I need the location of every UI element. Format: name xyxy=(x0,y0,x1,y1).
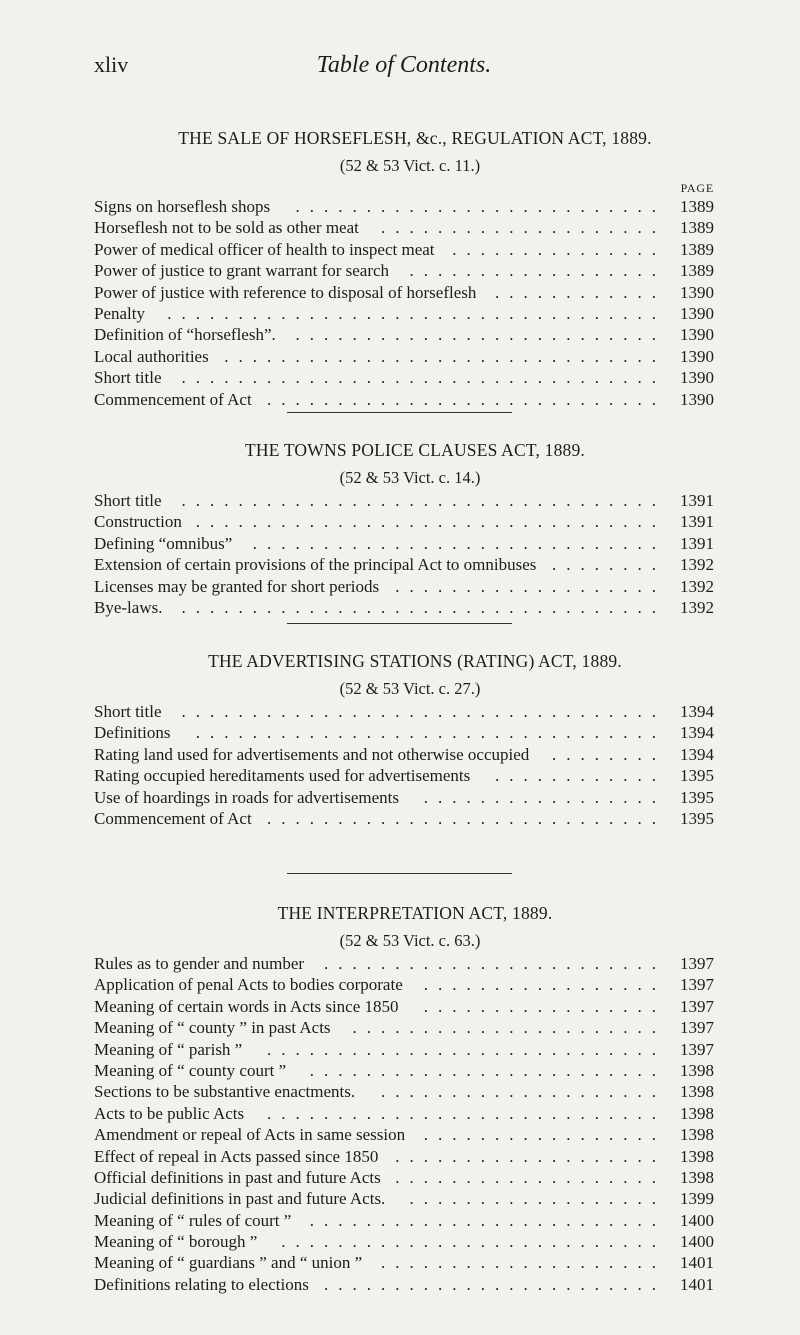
act-section-interpretation xyxy=(94,903,714,1295)
act-citation: (52 & 53 Vict. c. 63.) xyxy=(339,931,481,950)
entry-page-number: 1390 xyxy=(680,282,714,302)
toc-entry xyxy=(94,722,714,743)
entry-title: Meaning of “ rules of court ” xyxy=(94,1210,292,1230)
entry-title: Short title xyxy=(94,702,162,721)
dot-leader: .......................... xyxy=(295,197,666,216)
dot-leader: .......................... xyxy=(295,325,666,345)
entry-page-number: 1400 xyxy=(680,1232,714,1252)
entry-title: Judicial definitions in past and future Acts. xyxy=(94,1189,386,1209)
act-citation: (52 & 53 Vict. c. 14.) xyxy=(339,468,481,487)
dot-leader: .................... xyxy=(381,1253,666,1273)
dot-leader: .................. xyxy=(409,1189,666,1209)
entry-list xyxy=(94,953,714,1295)
toc-entry xyxy=(94,597,714,618)
entry-page-number: 1390 xyxy=(680,368,714,388)
running-head xyxy=(94,52,714,82)
dot-leader: ............................ xyxy=(267,808,666,828)
entry-page-number: 1394 xyxy=(680,744,714,764)
entry-title: Meaning of “ county court ” xyxy=(94,1060,287,1080)
dot-leader: ............ xyxy=(495,766,666,786)
entry-title: Power of justice to grant warrant for search xyxy=(94,261,390,281)
entry-title: Short title xyxy=(94,491,162,510)
toc-entry xyxy=(94,974,714,995)
toc-entry xyxy=(94,1146,714,1167)
dot-leader: ............................ xyxy=(267,389,666,409)
dot-leader: ................... xyxy=(395,1146,666,1166)
entry-title: Local authorities xyxy=(94,346,209,366)
act-title: THE SALE OF HORSEFLESH, &c., REGULATION ACT, 1889. xyxy=(178,128,652,148)
act-title: THE INTERPRETATION ACT, 1889. xyxy=(277,903,553,923)
dot-leader: .................................. xyxy=(181,702,666,721)
dot-leader: ............ xyxy=(495,282,666,302)
entry-page-number: 1397 xyxy=(680,975,714,995)
dot-leader: ............................ xyxy=(267,1103,666,1123)
toc-entry xyxy=(94,1124,714,1145)
entry-page-number: 1389 xyxy=(680,239,714,259)
entry-title: Bye-laws. xyxy=(94,597,163,617)
dot-leader: ............................. xyxy=(252,533,666,553)
toc-entry xyxy=(94,490,714,511)
entry-page-number: 1394 xyxy=(680,702,714,721)
entry-title: Licenses may be granted for short periods xyxy=(94,576,380,596)
entry-page-number: 1395 xyxy=(680,787,714,807)
entry-page-number: 1389 xyxy=(680,261,714,281)
toc-entry xyxy=(94,1167,714,1188)
toc-entry xyxy=(94,324,714,345)
entry-title: Use of hoardings in roads for advertisements xyxy=(94,787,399,807)
entry-title: Meaning of “ borough ” xyxy=(94,1232,258,1252)
entry-title: Meaning of “ parish ” xyxy=(94,1039,243,1059)
dot-leader: .................. xyxy=(409,261,666,281)
entry-page-number: 1389 xyxy=(680,218,714,238)
dot-leader: .................... xyxy=(381,1082,666,1102)
entry-page-number: 1397 xyxy=(680,1018,714,1038)
entry-title: Application of penal Acts to bodies corporate xyxy=(94,975,403,995)
entry-page-number: 1397 xyxy=(680,1039,714,1059)
toc-entry xyxy=(94,953,714,974)
dot-leader: ................................. xyxy=(195,512,666,532)
entry-page-number: 1391 xyxy=(680,533,714,553)
dot-leader: ................. xyxy=(423,787,666,807)
entry-title: Meaning of certain words in Acts since 1850 xyxy=(94,996,399,1016)
toc-entry xyxy=(94,303,714,324)
running-title: Table of Contents. xyxy=(316,52,492,78)
entry-page-number: 1392 xyxy=(680,597,714,617)
entry-page-number: 1398 xyxy=(680,1146,714,1166)
toc-entry xyxy=(94,196,714,217)
toc-entry xyxy=(94,1231,714,1252)
toc-entry xyxy=(94,996,714,1017)
toc-entry xyxy=(94,389,714,410)
entry-page-number: 1392 xyxy=(680,576,714,596)
dot-leader: ........................... xyxy=(281,1232,666,1252)
entry-title: Defining “omnibus” xyxy=(94,533,233,553)
dot-leader: ........ xyxy=(552,555,666,575)
dot-leader: ........................ xyxy=(324,954,666,973)
dot-leader: ...................... xyxy=(352,1018,666,1038)
section-divider xyxy=(287,623,512,624)
act-citation: (52 & 53 Vict. c. 27.) xyxy=(339,679,481,698)
entry-title: Commencement of Act xyxy=(94,389,252,409)
dot-leader: ................... xyxy=(395,1167,666,1187)
entry-page-number: 1397 xyxy=(680,996,714,1016)
dot-leader: .................................. xyxy=(181,491,666,510)
toc-entry xyxy=(94,217,714,238)
toc-entry xyxy=(94,765,714,786)
toc-entry xyxy=(94,1039,714,1060)
entry-page-number: 1398 xyxy=(680,1060,714,1080)
entry-page-number: 1394 xyxy=(680,723,714,743)
entry-title: Extension of certain provisions of the principal Act to omnibuses xyxy=(94,555,537,575)
toc-entry xyxy=(94,1252,714,1273)
entry-page-number: 1401 xyxy=(680,1253,714,1273)
toc-entry xyxy=(94,1188,714,1209)
entry-page-number: 1391 xyxy=(680,512,714,532)
dot-leader: ......................... xyxy=(309,1210,666,1230)
toc-entry xyxy=(94,1210,714,1231)
dot-leader: ......................... xyxy=(309,1060,666,1080)
entry-title: Definitions xyxy=(94,723,171,743)
entry-title: Rating occupied hereditaments used for advertisements xyxy=(94,766,471,786)
toc-entry xyxy=(94,576,714,597)
dot-leader: ................................. xyxy=(195,723,666,743)
toc-entry xyxy=(94,282,714,303)
entry-page-number: 1398 xyxy=(680,1103,714,1123)
entry-title: Signs on horseflesh shops xyxy=(94,197,271,216)
toc-entry xyxy=(94,554,714,575)
entry-title: Power of medical officer of health to inspect meat xyxy=(94,239,435,259)
entry-page-number: 1397 xyxy=(680,954,714,973)
dot-leader: .................... xyxy=(381,218,666,238)
section-divider xyxy=(287,412,512,413)
act-title: THE ADVERTISING STATIONS (RATING) ACT, 1889. xyxy=(208,651,622,671)
entry-page-number: 1395 xyxy=(680,766,714,786)
dot-leader: ............................... xyxy=(224,346,666,366)
entry-page-number: 1398 xyxy=(680,1167,714,1187)
entry-title: Rating land used for advertisements and not otherwise occupied xyxy=(94,744,530,764)
toc-entry xyxy=(94,808,714,829)
toc-entry xyxy=(94,1017,714,1038)
entry-page-number: 1390 xyxy=(680,389,714,409)
entry-page-number: 1399 xyxy=(680,1189,714,1209)
entry-page-number: 1400 xyxy=(680,1210,714,1230)
entry-title: Penalty xyxy=(94,303,145,323)
entry-title: Definition of “horseflesh”. xyxy=(94,325,276,345)
section-divider xyxy=(287,873,512,874)
entry-list xyxy=(94,490,714,618)
dot-leader: ................... xyxy=(395,576,666,596)
dot-leader: ............... xyxy=(452,239,666,259)
entry-page-number: 1390 xyxy=(680,303,714,323)
entry-page-number: 1391 xyxy=(680,491,714,510)
dot-leader: .................................. xyxy=(181,597,666,617)
entry-title: Official definitions in past and future Acts xyxy=(94,1167,381,1187)
dot-leader: ........................ xyxy=(324,1274,666,1294)
dot-leader: ........ xyxy=(552,744,666,764)
toc-entry xyxy=(94,533,714,554)
act-title: THE TOWNS POLICE CLAUSES ACT, 1889. xyxy=(244,440,585,460)
entry-page-number: 1398 xyxy=(680,1082,714,1102)
toc-entry xyxy=(94,787,714,808)
entry-list xyxy=(94,196,714,410)
toc-entry xyxy=(94,701,714,722)
dot-leader: .................................. xyxy=(181,368,666,388)
dot-leader: ................. xyxy=(423,996,666,1016)
entry-page-number: 1395 xyxy=(680,808,714,828)
entry-title: Rules as to gender and number xyxy=(94,954,305,973)
entry-page-number: 1392 xyxy=(680,555,714,575)
entry-page-number: 1390 xyxy=(680,325,714,345)
entry-title: Definitions relating to elections xyxy=(94,1274,309,1294)
entry-list xyxy=(94,701,714,829)
entry-title: Effect of repeal in Acts passed since 1850 xyxy=(94,1146,379,1166)
entry-title: Meaning of “ guardians ” and “ union ” xyxy=(94,1253,363,1273)
toc-entry xyxy=(94,367,714,388)
page-column-label: PAGE xyxy=(680,181,714,195)
act-citation: (52 & 53 Vict. c. 11.) xyxy=(339,156,481,175)
entry-page-number: 1398 xyxy=(680,1125,714,1145)
toc-entry xyxy=(94,511,714,532)
entry-title: Amendment or repeal of Acts in same session xyxy=(94,1125,406,1145)
dot-leader: ................. xyxy=(423,975,666,995)
entry-title: Meaning of “ county ” in past Acts xyxy=(94,1018,331,1038)
entry-title: Construction xyxy=(94,512,182,532)
toc-entry xyxy=(94,260,714,281)
entry-title: Acts to be public Acts xyxy=(94,1103,245,1123)
entry-title: Short title xyxy=(94,368,162,388)
entry-page-number: 1401 xyxy=(680,1274,714,1294)
entry-page-number: 1389 xyxy=(680,197,714,216)
toc-entry xyxy=(94,346,714,367)
dot-leader: ............................ xyxy=(267,1039,666,1059)
toc-entry xyxy=(94,1103,714,1124)
dot-leader: ................................... xyxy=(167,303,666,323)
entry-title: Power of justice with reference to disposal of horseflesh xyxy=(94,282,477,302)
act-section-towns-police xyxy=(94,440,714,618)
toc-entry xyxy=(94,239,714,260)
entry-title: Horseflesh not to be sold as other meat xyxy=(94,218,359,238)
page-number: xliv xyxy=(94,52,129,77)
toc-entry xyxy=(94,1274,714,1295)
entry-title: Commencement of Act xyxy=(94,808,252,828)
entry-page-number: 1390 xyxy=(680,346,714,366)
toc-entry xyxy=(94,744,714,765)
act-section-advertising-stations xyxy=(94,651,714,829)
entry-title: Sections to be substantive enactments. xyxy=(94,1082,356,1102)
dot-leader: ................. xyxy=(423,1125,666,1145)
act-section-horseflesh xyxy=(94,128,714,410)
toc-entry xyxy=(94,1081,714,1102)
toc-entry xyxy=(94,1060,714,1081)
